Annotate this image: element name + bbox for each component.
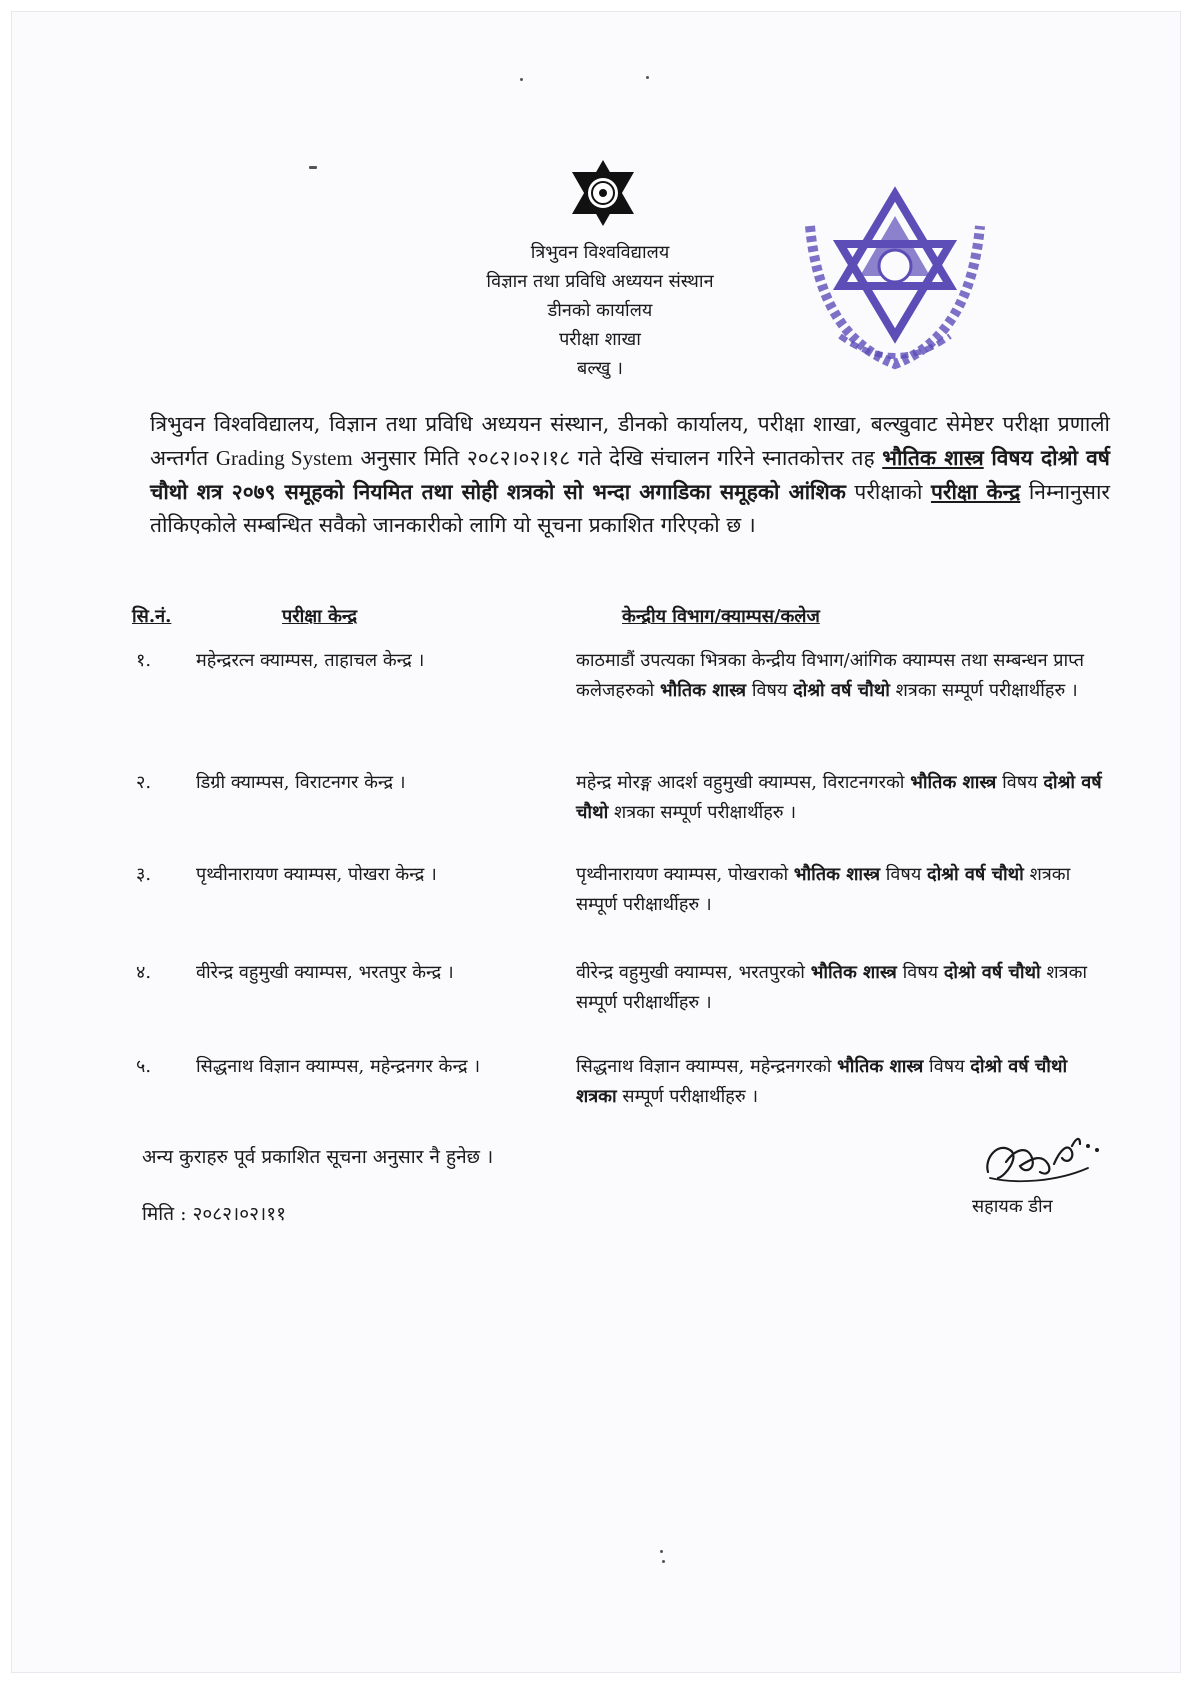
intro-exam-centre: परीक्षा केन्द्र (930, 479, 1021, 504)
row-centre: सिद्धनाथ विज्ञान क्याम्पस, महेन्द्रनगर केन्द्र । (196, 1056, 481, 1077)
header-location: बल्खु । (577, 358, 623, 379)
table-header-sn: सि.नं. (132, 606, 172, 627)
row-dept (576, 646, 1106, 706)
header-institute: विज्ञान तथा प्रविधि अध्ययन संस्थान (486, 271, 714, 292)
row-dept-text: सिद्धनाथ विज्ञान क्याम्पस, महेन्द्रनगरको (576, 1056, 832, 1077)
row-dept-subject: भौतिक शास्त्र (910, 772, 997, 793)
intro-part-6: परीक्षाको (854, 480, 923, 504)
row-dept-year: दोश्रो वर्ष चौथो (793, 680, 890, 701)
row-dept-text: महेन्द्र मोरङ्ग आदर्श वहुमुखी क्याम्पस, विराटनगरको (576, 772, 905, 793)
row-dept-text: विषय (1002, 772, 1038, 793)
row-dept (576, 768, 1106, 828)
row-dept-text: शत्रका सम्पूर्ण परीक्षार्थीहरु । (576, 962, 1088, 1013)
row-dept-subject: भौतिक शास्त्र (837, 1056, 924, 1077)
row-dept-subject: भौतिक शास्त्र (793, 864, 881, 885)
intro-part-5: विषय दोश्रो वर्ष चौथो शत्र २०७९ समूहको नियमित तथा सोही शत्रको सो भन्दा अगाडिका समूहको आंशिक (150, 445, 1110, 504)
header-office: डीनको कार्यालय (547, 300, 653, 321)
scan-speck (646, 76, 649, 79)
scan-speck (520, 78, 523, 81)
row-dept-text: विषय (885, 864, 922, 885)
row-dept-text: काठमाडौं उपत्यका भित्रका केन्द्रीय विभाग/आंगिक क्याम्पस तथा सम्बन्धन प्राप्त कलेजहरुको (576, 650, 1084, 701)
row-dept-year: दोश्रो वर्ष चौथो (927, 864, 1024, 885)
row-dept-text: वीरेन्द्र वहुमुखी क्याम्पस, भरतपुरको (576, 962, 805, 983)
row-dept-text: सम्पूर्ण परीक्षार्थीहरु । (622, 1086, 759, 1107)
row-dept-text: शत्रका सम्पूर्ण परीक्षार्थीहरु । (895, 680, 1078, 701)
row-dept-subject: भौतिक शास्त्र (659, 680, 747, 701)
row-serial: ३. (136, 864, 152, 885)
scan-speck (660, 1550, 663, 1553)
row-dept-text: विषय (929, 1056, 965, 1077)
notice-paragraph (150, 408, 1110, 542)
row-serial: १. (136, 650, 152, 671)
row-dept-year: दोश्रो वर्ष चौथो (943, 962, 1041, 983)
row-dept-text: विषय (902, 962, 939, 983)
row-centre: वीरेन्द्र वहुमुखी क्याम्पस, भरतपुर केन्द्र । (196, 962, 454, 983)
row-serial: ५. (136, 1056, 152, 1077)
row-dept (576, 1052, 1106, 1112)
intro-grading-system: Grading System (215, 446, 353, 470)
row-dept-text: पृथ्वीनारायण क्याम्पस, पोखराको (576, 864, 789, 885)
row-centre: डिग्री क्याम्पस, विराटनगर केन्द्र । (196, 772, 406, 793)
intro-part-8: निम्नानुसार तोकिएकोले सम्बन्धित सवैको जानकारीको लागि यो सूचना प्रकाशित गरिएको छ । (150, 480, 1110, 537)
scan-speck (662, 1560, 665, 1563)
letterhead (420, 238, 780, 383)
row-dept-year: दोश्रो वर्ष चौथो (576, 772, 1102, 823)
header-university: त्रिभुवन विश्वविद्यालय (530, 242, 670, 263)
row-centre: महेन्द्ररत्न क्याम्पस, ताहाचल केन्द्र । (196, 650, 425, 671)
row-dept-year: दोश्रो वर्ष चौथो शत्रका (576, 1056, 1068, 1107)
signatory-title: सहायक डीन (972, 1196, 1053, 1217)
intro-subject: भौतिक शास्त्र (882, 445, 984, 470)
row-dept-text: विषय (751, 680, 788, 701)
row-dept (576, 958, 1106, 1018)
header-section: परीक्षा शाखा (559, 329, 641, 350)
official-stamp-icon (800, 186, 990, 381)
intro-part-3: अनुसार मिति २०८२।०२।१८ गते देखि संचालन गरिने स्नातकोत्तर तह (360, 446, 875, 470)
university-emblem-logo (568, 158, 638, 228)
table-header-dept: केन्द्रीय विभाग/क्याम्पस/कलेज (622, 606, 820, 627)
row-centre: पृथ्वीनारायण क्याम्पस, पोखरा केन्द्र । (196, 864, 437, 885)
row-dept-subject: भौतिक शास्त्र (810, 962, 897, 983)
notice-date: मिति : २०८२।०२।११ (142, 1203, 286, 1225)
row-dept (576, 860, 1106, 920)
signature-icon (976, 1128, 1106, 1188)
table-header-centre: परीक्षा केन्द्र (282, 606, 358, 627)
row-serial: ४. (136, 962, 152, 983)
row-serial: २. (136, 772, 152, 793)
intro-part-1: त्रिभुवन विश्वविद्यालय, विज्ञान तथा प्रविधि अध्ययन संस्थान, डीनको कार्यालय, परीक्षा शाखा, बल्खुवाट सेमेष्टर परीक्षा प्रणाली अन्तर्गत (150, 412, 1110, 470)
closing-note: अन्य कुराहरु पूर्व प्रकाशित सूचना अनुसार नै हुनेछ । (142, 1146, 494, 1168)
row-dept-text: शत्रका सम्पूर्ण परीक्षार्थीहरु । (576, 864, 1071, 915)
row-dept-text: शत्रका सम्पूर्ण परीक्षार्थीहरु । (614, 802, 797, 823)
scan-speck (309, 166, 317, 169)
